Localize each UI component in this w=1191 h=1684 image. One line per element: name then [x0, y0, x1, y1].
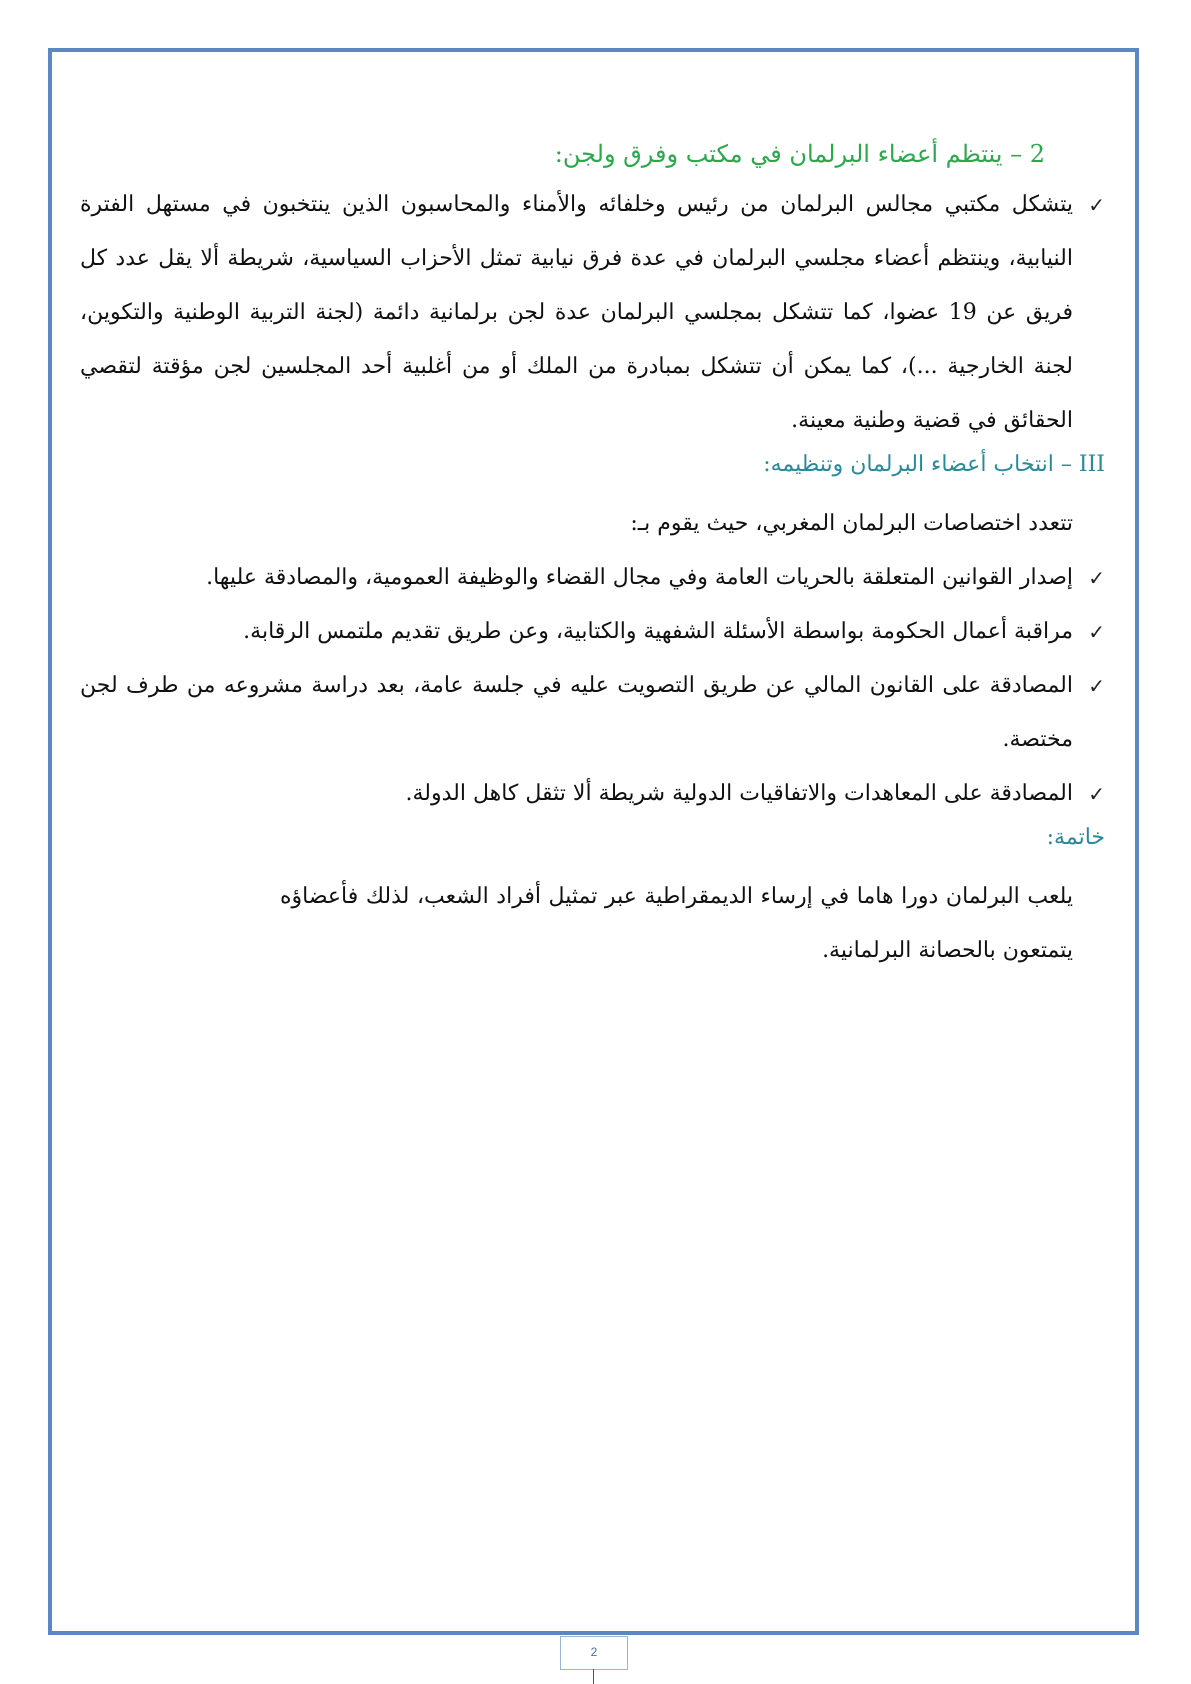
section-2-heading: [80, 140, 1045, 168]
list-item: [80, 551, 1105, 605]
list-item: [80, 659, 1105, 767]
checkmark-icon: ✓: [1088, 782, 1105, 806]
list-item-text: إصدار القوانين المتعلقة بالحريات العامة وفي مجال القضاء والوظيفة العمومية، والمصادقة عليها.: [206, 565, 1073, 590]
checkmark-icon: ✓: [1088, 620, 1105, 644]
checkmark-icon: ✓: [1088, 566, 1105, 590]
conclusion-heading: خاتمة:: [1046, 825, 1105, 850]
section-2-number: 2: [1029, 140, 1045, 168]
paragraph-offices-groups: [80, 178, 1105, 448]
list-item-text: مراقبة أعمال الحكومة بواسطة الأسئلة الشفهية والكتابية، وعن طريق تقديم ملتمس الرقابة.: [243, 619, 1073, 644]
list-item-text: المصادقة على القانون المالي عن طريق التصويت عليه في جلسة عامة، بعد دراسة مشروعه من طرف لجن مختصة.: [80, 673, 1073, 752]
section-3-title: انتخاب أعضاء البرلمان وتنظيمه:: [763, 452, 1054, 477]
section-3-heading: [80, 452, 1105, 477]
list-item-text: المصادقة على المعاهدات والاتفاقيات الدولية شريطة ألا تثقل كاهل الدولة.: [405, 781, 1073, 806]
checkmark-icon: ✓: [1088, 674, 1105, 698]
section-3-dash: –: [1060, 452, 1072, 477]
list-item: [80, 767, 1105, 821]
conclusion-text: يلعب البرلمان دورا هاما في إرساء الديمقراطية عبر تمثيل أفراد الشعب، لذلك فأعضاؤه يتمتعون بالحصانة البرلمانية.: [280, 884, 1073, 963]
checkmark-icon: ✓: [1088, 193, 1105, 217]
page-number-tick: [593, 1669, 594, 1684]
section-2-dash: –: [1010, 140, 1023, 168]
competences-intro: تتعدد اختصاصات البرلمان المغربي، حيث يقوم بـ:: [630, 511, 1073, 536]
document-body: [80, 140, 1105, 978]
section-2-title: ينتظم أعضاء البرلمان في مكتب وفرق ولجن:: [554, 140, 1003, 168]
page-number: 2: [560, 1636, 628, 1670]
section-3-number: III: [1078, 452, 1105, 477]
paragraph-text: يتشكل مكتبي مجالس البرلمان من رئيس وخلفائه والأمناء والمحاسبون الذين ينتخبون في مستهل الفترة النيابية، وينتظم أعضاء مجلسي البرلمان في عدة فرق نيابية تمثل الأحزاب السياسية، شريطة ألا يقل عدد كل فريق عن 19 عضوا، كما تتشكل بمجلسي البرلمان عدة لجن برلمانية دائمة (لجنة التربية الوطنية والتكوين، لجنة الخارجية ...)، كما يمكن أن تتشكل بمبادرة من الملك أو من أغلبية أحد المجلسين لجن مؤقتة لتقصي الحقائق في قضية وطنية معينة.: [80, 192, 1073, 433]
list-item: [80, 605, 1105, 659]
